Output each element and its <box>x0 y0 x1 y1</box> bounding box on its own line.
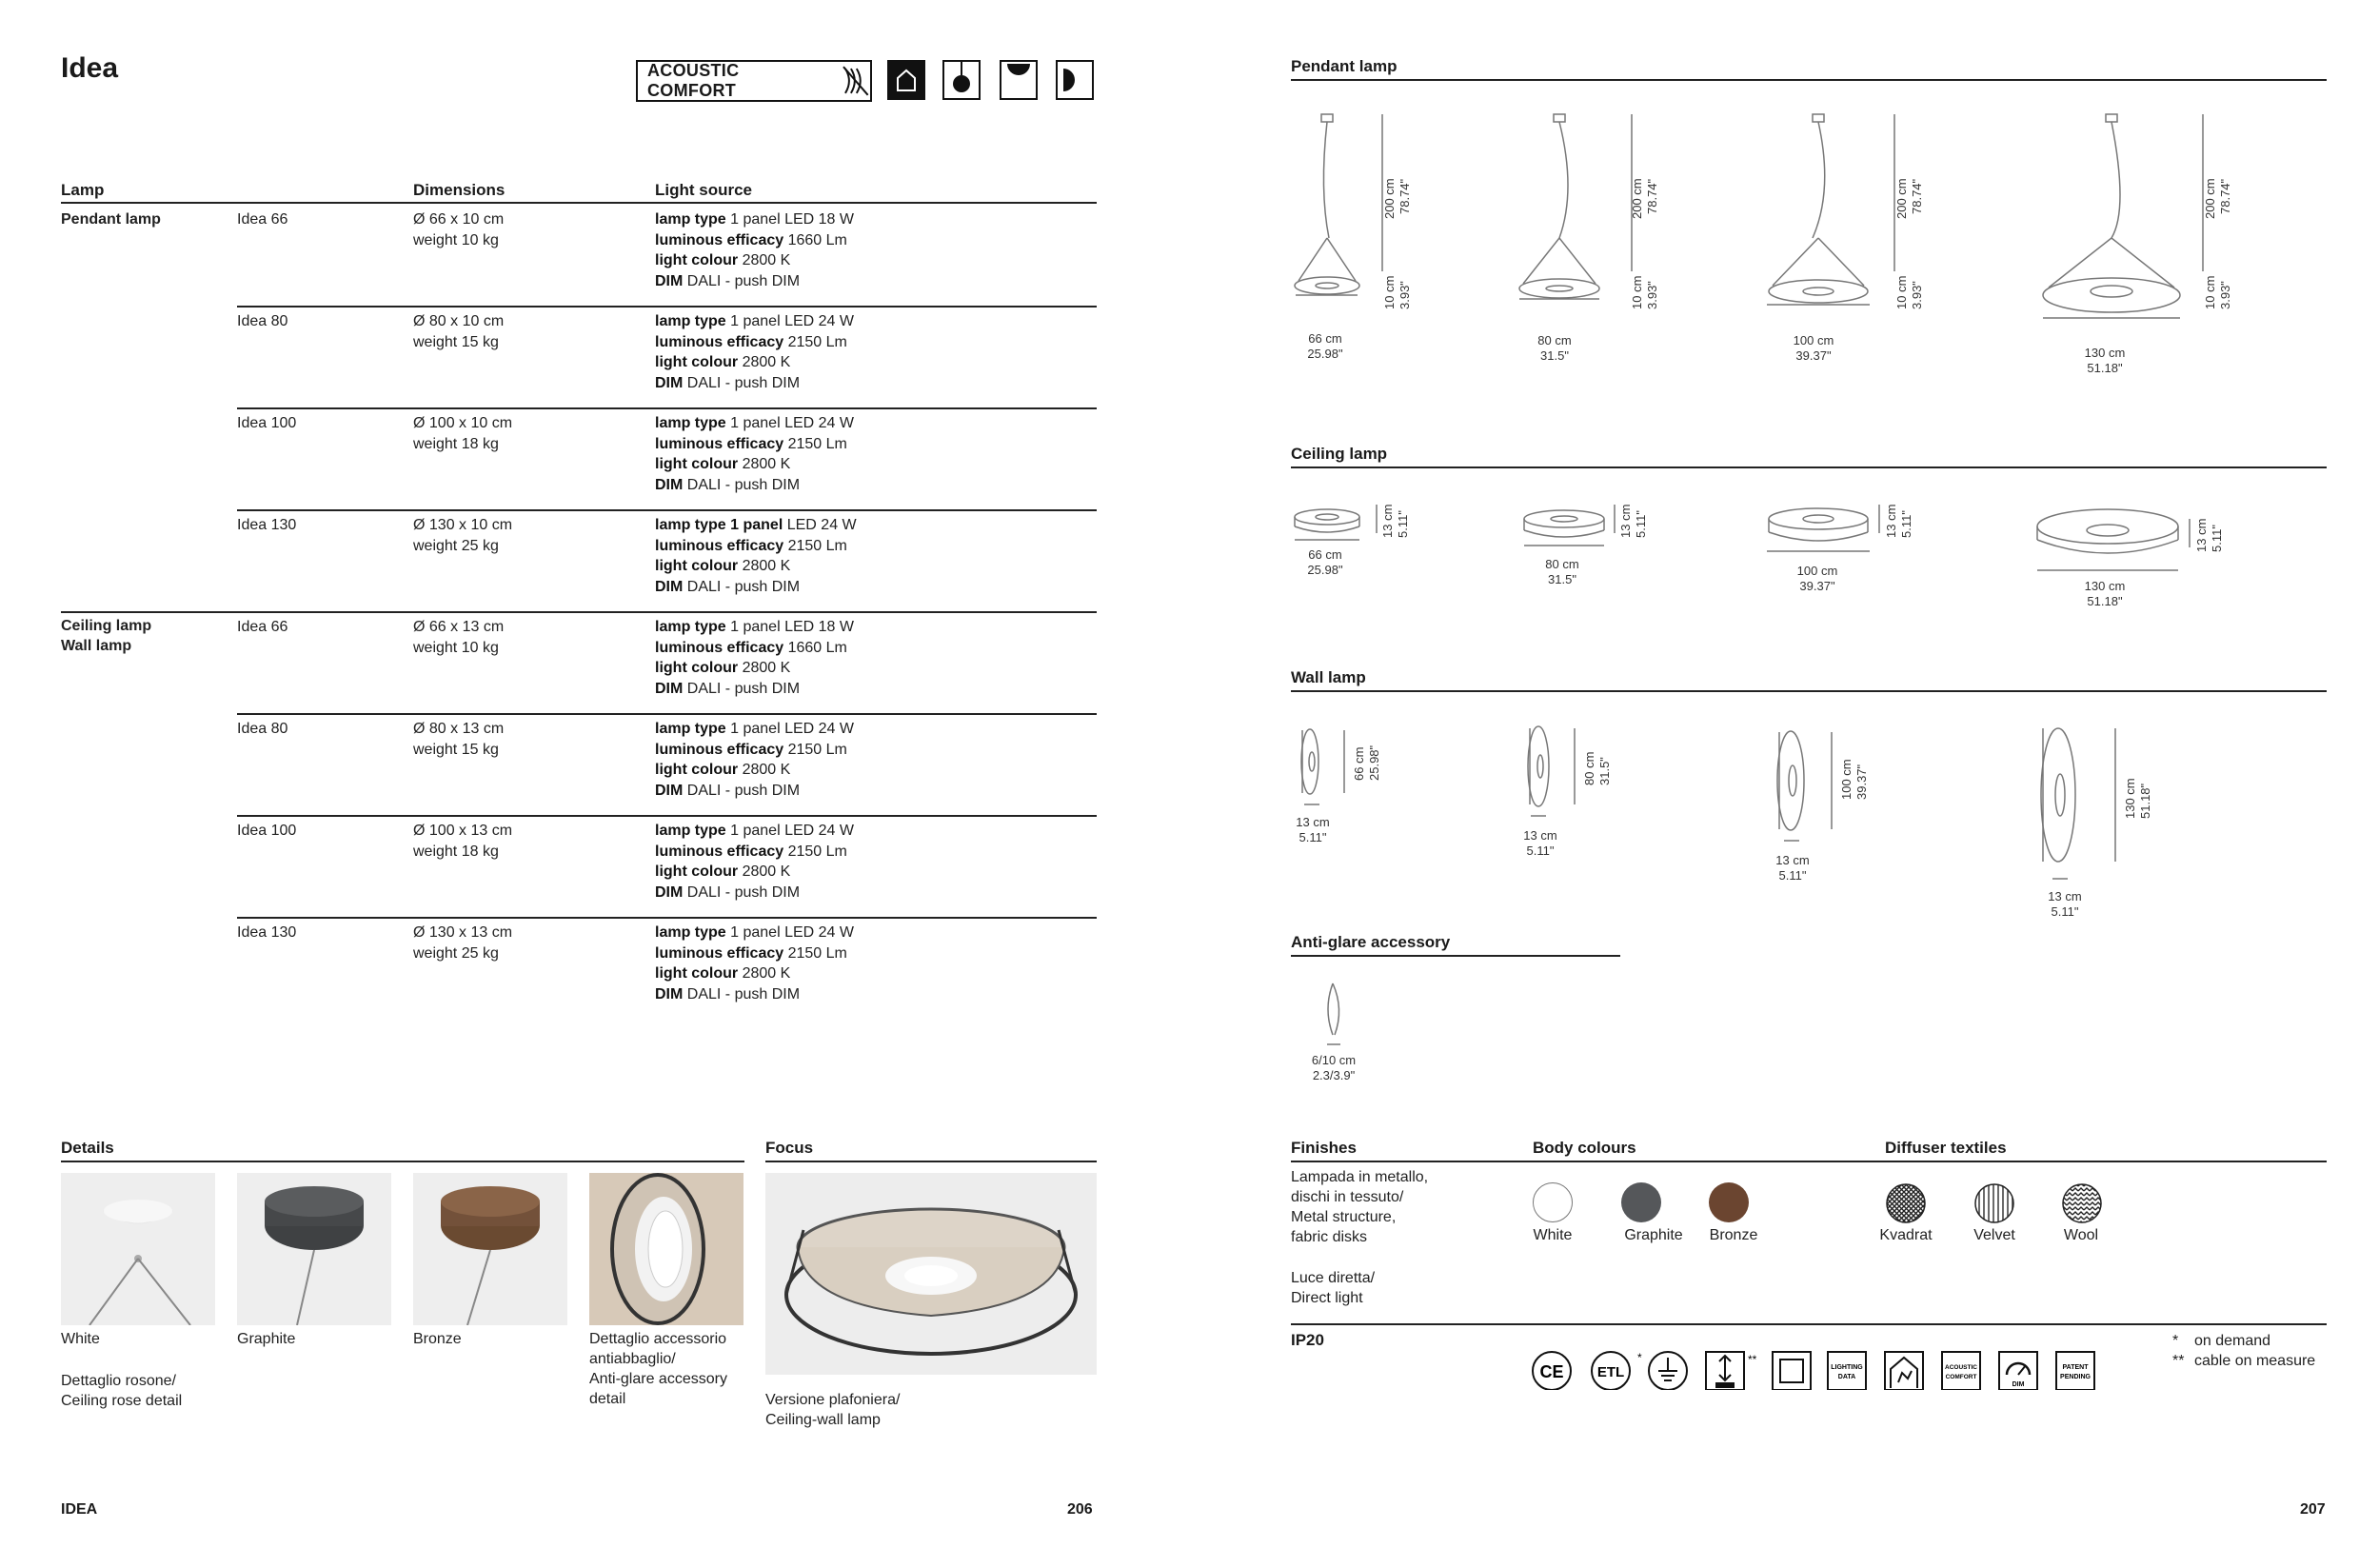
note1-mark: * <box>2172 1333 2179 1349</box>
ceiling-66-drawing <box>1295 509 1359 540</box>
wall-title: Wall lamp <box>1291 668 1366 686</box>
adjustable-cable-icon <box>1704 1350 1763 1390</box>
row-size: Ø 66 x 13 cm <box>413 619 505 635</box>
wall-depth-in: 5.11" <box>1778 868 1807 883</box>
row-weight: weight 18 kg <box>413 843 499 860</box>
row-dimensions <box>413 617 504 658</box>
row-size: Ø 130 x 10 cm <box>413 517 513 533</box>
note2-text: cable on measure <box>2194 1353 2316 1369</box>
wall-80-drawing <box>1528 726 1549 816</box>
row-light-source <box>655 923 854 1004</box>
finishes-line1: Lampada in metallo, <box>1291 1169 1429 1185</box>
row-model: Idea 80 <box>237 721 288 737</box>
ceiling-height-cm: 13 cm <box>1618 504 1633 538</box>
col-header-light-source: Light source <box>655 181 753 199</box>
dim-key: DIM <box>655 883 684 901</box>
acoustic-comfort-badge <box>636 60 872 102</box>
efficacy-key: luminous efficacy <box>655 435 784 452</box>
dim-key: DIM <box>655 680 684 697</box>
page-number-right: 207 <box>2300 1501 2326 1518</box>
antiglare-size-cm: 6/10 cm <box>1311 1053 1357 1067</box>
caption-graphite: Graphite <box>237 1331 296 1347</box>
ceiling-width-in: 39.37" <box>1799 579 1835 593</box>
details-title: Details <box>61 1139 114 1157</box>
lamp-type-value: 1 panel LED 18 W <box>730 619 854 635</box>
antiglare-size-in: 2.3/3.9" <box>1312 1068 1356 1082</box>
pendant-width-in: 51.18" <box>2087 361 2123 375</box>
wall-height-cm: 130 cm <box>2123 778 2137 819</box>
row-divider <box>237 407 1097 409</box>
pendant-100-drawing <box>1767 114 1870 305</box>
row-light-source <box>655 515 857 597</box>
pendant-thickness-in: 3.93" <box>1645 281 1659 309</box>
light-line1: Luce diretta/ <box>1291 1270 1376 1286</box>
bronze-ceiling-rose-photo <box>413 1173 567 1325</box>
row-size: Ø 130 x 13 cm <box>413 924 513 941</box>
ceiling-width-cm: 66 cm <box>1308 547 1342 562</box>
pendant-width-cm: 66 cm <box>1308 331 1342 346</box>
dim-value: DALI - push DIM <box>686 680 801 697</box>
row-size: Ø 80 x 13 cm <box>413 721 505 737</box>
svg-text:ACOUSTIC: ACOUSTIC <box>1945 1364 1977 1371</box>
antiglare-title: Anti-glare accessory <box>1291 933 1451 951</box>
pendant-thickness-in: 3.93" <box>1398 281 1412 309</box>
pendant-title: Pendant lamp <box>1291 57 1398 75</box>
body-colours-title: Body colours <box>1533 1139 1636 1157</box>
pendant-width-cm: 80 cm <box>1537 333 1572 347</box>
wall-66-drawing <box>1301 729 1319 804</box>
lamp-type-key: lamp type <box>655 924 726 941</box>
lighting-data-icon <box>1826 1350 1868 1390</box>
finishes-line4: fabric disks <box>1291 1229 1368 1245</box>
ceiling-rose-caption-line2: Ceiling rose detail <box>61 1393 183 1409</box>
pendant-rule <box>1291 79 2327 81</box>
colour-key: light colour <box>655 558 739 574</box>
svg-text:PENDING: PENDING <box>2060 1374 2091 1380</box>
efficacy-value: 1660 Lm <box>787 639 847 656</box>
finishes-rule <box>1291 1161 2327 1162</box>
row-dimensions <box>413 923 512 963</box>
wall-height-cm: 100 cm <box>1839 759 1854 800</box>
dim-value: DALI - push DIM <box>686 476 801 493</box>
group-label-pendant: Pendant lamp <box>61 211 161 228</box>
pendant-thickness-cm: 10 cm <box>1382 275 1397 309</box>
dim-key: DIM <box>655 782 684 799</box>
ceiling-width-cm: 80 cm <box>1545 557 1579 571</box>
row-light-source <box>655 311 854 393</box>
indoor-house-icon <box>887 60 925 100</box>
wall-depth-cm: 13 cm <box>1296 815 1330 829</box>
lamp-type-key: lamp type <box>655 619 726 635</box>
ip-rating: IP20 <box>1291 1331 1324 1349</box>
textile-label-kvadrat: Kvadrat <box>1879 1227 1933 1243</box>
dim-value: DALI - push DIM <box>686 272 801 289</box>
antiglare-caption-line4: detail <box>589 1391 626 1407</box>
table-header-rule <box>61 202 1097 204</box>
antiglare-caption-line2: antiabbaglio/ <box>589 1351 676 1367</box>
swatch-velvet[interactable] <box>1973 1182 2015 1224</box>
efficacy-key: luminous efficacy <box>655 639 784 656</box>
ceiling-width-cm: 130 cm <box>2084 579 2126 593</box>
colour-value: 2800 K <box>742 456 791 472</box>
colour-key: light colour <box>655 456 739 472</box>
svg-text:PATENT: PATENT <box>2062 1364 2089 1371</box>
pendant-80-drawing <box>1519 114 1599 299</box>
dim-value: DALI - push DIM <box>686 883 801 901</box>
ceiling-width-cm: 100 cm <box>1796 564 1838 578</box>
light-line2: Direct light <box>1291 1290 1363 1306</box>
lamp-type-value: 1 panel LED 24 W <box>730 313 854 329</box>
row-dimensions <box>413 821 512 862</box>
wall-height-in: 25.98" <box>1367 744 1381 781</box>
pendant-thickness-in: 3.93" <box>2218 281 2232 309</box>
row-dimensions <box>413 311 504 352</box>
footer-product-name: IDEA <box>61 1501 98 1518</box>
textile-label-wool: Wool <box>2063 1227 2099 1243</box>
pendant-height-cm: 200 cm <box>1894 178 1909 219</box>
row-weight: weight 25 kg <box>413 537 499 554</box>
lamp-type-key: lamp type <box>655 823 726 839</box>
ceiling-title: Ceiling lamp <box>1291 445 1388 463</box>
pendant-width-in: 25.98" <box>1307 347 1343 361</box>
pendant-130-drawing <box>2043 114 2180 318</box>
swatch-label-bronze: Bronze <box>1709 1227 1758 1243</box>
efficacy-value: 2150 Lm <box>787 741 847 758</box>
ceiling-rule <box>1291 466 2327 468</box>
lamp-type-key: lamp type <box>655 721 726 737</box>
lamp-type-value: LED 24 W <box>786 517 857 533</box>
wall-depth-cm: 13 cm <box>1523 828 1557 843</box>
svg-text:CE: CE <box>1539 1362 1564 1381</box>
wall-rule <box>1291 690 2327 692</box>
efficacy-key: luminous efficacy <box>655 944 784 962</box>
ceiling-130-drawing <box>2037 509 2178 570</box>
ceiling-height-cm: 13 cm <box>2194 518 2209 552</box>
row-model: Idea 100 <box>237 823 297 839</box>
focus-caption-line2: Ceiling-wall lamp <box>765 1412 881 1428</box>
swatch-kvadrat[interactable] <box>1885 1182 1927 1224</box>
class-ii-icon <box>1771 1350 1813 1390</box>
dim-icon <box>1997 1350 2039 1390</box>
colour-value: 2800 K <box>742 252 791 268</box>
pendant-thickness-cm: 10 cm <box>1894 275 1909 309</box>
focus-ceiling-lamp-photo <box>765 1173 1097 1375</box>
row-divider <box>237 713 1097 715</box>
wall-mount-icon <box>1056 60 1094 100</box>
lamp-type-key: lamp type <box>655 211 726 228</box>
indoor-use-icon <box>1883 1350 1925 1390</box>
swatch-graphite[interactable] <box>1621 1182 1661 1222</box>
col-header-dimensions: Dimensions <box>413 181 506 199</box>
row-divider <box>237 917 1097 919</box>
swatch-label-white: White <box>1533 1227 1573 1243</box>
group-label-ceiling: Ceiling lamp <box>61 618 152 634</box>
finishes-line3: Metal structure, <box>1291 1209 1397 1225</box>
lamp-type-value: 1 panel LED 24 W <box>730 415 854 431</box>
lamp-type-value: 1 panel LED 24 W <box>730 924 854 941</box>
row-weight: weight 25 kg <box>413 944 499 962</box>
wall-depth-in: 5.11" <box>1526 844 1555 858</box>
colour-value: 2800 K <box>742 354 791 370</box>
wall-depth-cm: 13 cm <box>2048 889 2082 903</box>
colour-key: light colour <box>655 660 739 676</box>
acoustic-comfort-icon <box>1940 1350 1982 1390</box>
pendant-height-in: 78.74" <box>1398 178 1412 214</box>
patent-pending-icon <box>2054 1350 2096 1390</box>
ceiling-height-in: 5.11" <box>2210 525 2224 552</box>
wall-height-in: 51.18" <box>2138 783 2152 819</box>
row-weight: weight 10 kg <box>413 639 499 656</box>
col-header-lamp: Lamp <box>61 181 105 199</box>
lamp-type-value: 1 panel LED 18 W <box>730 211 854 228</box>
row-divider <box>237 509 1097 511</box>
efficacy-key: luminous efficacy <box>655 537 784 554</box>
page-number-left: 206 <box>1067 1501 1093 1518</box>
svg-text:*: * <box>1637 1351 1642 1364</box>
wall-depth-in: 5.11" <box>1299 830 1327 844</box>
colour-key: light colour <box>655 965 739 982</box>
row-size: Ø 80 x 10 cm <box>413 313 505 329</box>
lamp-type-value: 1 panel LED 24 W <box>730 823 854 839</box>
row-divider <box>61 611 1097 613</box>
colour-key: light colour <box>655 863 739 880</box>
row-size: Ø 66 x 10 cm <box>413 211 505 228</box>
pendant-height-in: 78.74" <box>1910 178 1924 214</box>
colour-key: light colour <box>655 354 739 370</box>
row-dimensions <box>413 413 512 454</box>
ceiling-rose-caption-line1: Dettaglio rosone/ <box>61 1373 176 1389</box>
wall-height-cm: 80 cm <box>1582 751 1596 785</box>
pendant-thickness-cm: 10 cm <box>2203 275 2217 309</box>
row-light-source <box>655 821 854 903</box>
efficacy-value: 1660 Lm <box>787 231 847 248</box>
colour-value: 2800 K <box>742 558 791 574</box>
ceiling-mount-icon <box>1000 60 1038 100</box>
dim-value: DALI - push DIM <box>686 782 801 799</box>
row-model: Idea 100 <box>237 415 297 431</box>
ce-mark-icon <box>1531 1350 1573 1390</box>
colour-value: 2800 K <box>742 660 791 676</box>
row-divider <box>237 815 1097 817</box>
dim-key: DIM <box>655 272 684 289</box>
dim-key: DIM <box>655 374 684 391</box>
row-weight: weight 18 kg <box>413 435 499 452</box>
efficacy-key: luminous efficacy <box>655 741 784 758</box>
wall-height-in: 31.5" <box>1597 757 1612 785</box>
row-dimensions <box>413 515 512 556</box>
svg-text:COMFORT: COMFORT <box>1945 1374 1977 1380</box>
pendant-width-in: 39.37" <box>1795 348 1832 363</box>
wall-100-drawing <box>1777 731 1804 841</box>
ceiling-height-in: 5.11" <box>1899 510 1913 538</box>
swatch-wool[interactable] <box>2061 1182 2103 1224</box>
wall-depth-in: 5.11" <box>2051 904 2079 919</box>
pendant-thickness-in: 3.93" <box>1910 281 1924 309</box>
ceiling-height-cm: 13 cm <box>1380 504 1395 538</box>
row-light-source <box>655 413 854 495</box>
ip-rule <box>1291 1323 2327 1325</box>
pendant-width-cm: 100 cm <box>1793 333 1834 347</box>
efficacy-value: 2150 Lm <box>787 537 847 554</box>
pendant-mount-icon <box>942 60 981 100</box>
note2-mark: ** <box>2172 1353 2185 1369</box>
svg-text:**: ** <box>1748 1353 1757 1366</box>
row-model: Idea 66 <box>237 619 288 635</box>
row-light-source <box>655 617 854 699</box>
colour-key: light colour <box>655 252 739 268</box>
lamp-type-key: lamp type <box>655 313 726 329</box>
textile-label-velvet: Velvet <box>1973 1227 2015 1243</box>
pendant-height-in: 78.74" <box>2218 178 2232 214</box>
colour-value: 2800 K <box>742 965 791 982</box>
efficacy-key: luminous efficacy <box>655 843 784 860</box>
row-size: Ø 100 x 10 cm <box>413 415 513 431</box>
dim-value: DALI - push DIM <box>686 374 801 391</box>
ceiling-height-in: 5.11" <box>1396 510 1410 538</box>
efficacy-key: luminous efficacy <box>655 333 784 350</box>
etl-mark-icon <box>1590 1350 1643 1390</box>
acoustic-comfort-label: ACOUSTIC COMFORT <box>647 61 740 100</box>
pendant-height-cm: 200 cm <box>1382 178 1397 219</box>
row-dimensions <box>413 209 504 250</box>
row-light-source <box>655 719 854 801</box>
colour-value: 2800 K <box>742 762 791 778</box>
colour-value: 2800 K <box>742 863 791 880</box>
swatch-bronze[interactable] <box>1709 1182 1749 1222</box>
ceiling-width-in: 31.5" <box>1548 572 1576 586</box>
row-model: Idea 66 <box>237 211 288 228</box>
row-dimensions <box>413 719 504 760</box>
wall-height-in: 39.37" <box>1854 764 1869 800</box>
ceiling-height-in: 5.11" <box>1634 510 1648 538</box>
efficacy-value: 2150 Lm <box>787 843 847 860</box>
ceiling-100-drawing <box>1767 508 1870 551</box>
antiglare-caption-line3: Anti-glare accessory <box>589 1371 727 1387</box>
wall-depth-cm: 13 cm <box>1775 853 1810 867</box>
efficacy-value: 2150 Lm <box>787 944 847 962</box>
wall-height-cm: 66 cm <box>1352 746 1366 781</box>
svg-text:LIGHTING: LIGHTING <box>1831 1364 1863 1371</box>
pendant-width-cm: 130 cm <box>2084 346 2126 360</box>
svg-text:DIM: DIM <box>2012 1381 2025 1388</box>
swatch-label-graphite: Graphite <box>1624 1227 1683 1243</box>
efficacy-value: 2150 Lm <box>787 435 847 452</box>
finishes-title: Finishes <box>1291 1139 1357 1157</box>
pendant-thickness-cm: 10 cm <box>1630 275 1644 309</box>
note1-text: on demand <box>2194 1333 2271 1349</box>
row-model: Idea 130 <box>237 517 297 533</box>
row-weight: weight 15 kg <box>413 333 499 350</box>
row-weight: weight 10 kg <box>413 231 499 248</box>
sound-waves-icon <box>842 65 870 97</box>
svg-text:ETL: ETL <box>1596 1364 1625 1380</box>
dim-key: DIM <box>655 985 684 1002</box>
pendant-height-in: 78.74" <box>1645 178 1659 214</box>
antiglare-accessory-photo <box>589 1173 743 1325</box>
wall-130-drawing <box>2041 728 2075 879</box>
white-ceiling-rose-photo <box>61 1173 215 1325</box>
pendant-width-in: 31.5" <box>1540 348 1569 363</box>
dim-value: DALI - push DIM <box>686 985 801 1002</box>
page-title: Idea <box>61 52 119 84</box>
row-weight: weight 15 kg <box>413 741 499 758</box>
caption-bronze: Bronze <box>413 1331 462 1347</box>
ceiling-width-in: 51.18" <box>2087 594 2123 608</box>
dim-key: DIM <box>655 578 684 595</box>
graphite-ceiling-rose-photo <box>237 1173 391 1325</box>
row-size: Ø 100 x 13 cm <box>413 823 513 839</box>
caption-white: White <box>61 1331 100 1347</box>
lamp-type-value: 1 panel LED 24 W <box>730 721 854 737</box>
ceiling-80-drawing <box>1524 510 1604 546</box>
ceiling-width-in: 25.98" <box>1307 563 1343 577</box>
group-label-wall: Wall lamp <box>61 638 132 654</box>
focus-caption-line1: Versione plafoniera/ <box>765 1392 901 1408</box>
efficacy-value: 2150 Lm <box>787 333 847 350</box>
dim-key: DIM <box>655 476 684 493</box>
focus-rule <box>765 1161 1097 1162</box>
finishes-line2: dischi in tessuto/ <box>1291 1189 1404 1205</box>
pendant-height-cm: 200 cm <box>2203 178 2217 219</box>
details-rule <box>61 1161 744 1162</box>
diffuser-textiles-title: Diffuser textiles <box>1885 1139 2007 1157</box>
lamp-type-key: lamp type 1 panel <box>655 517 783 533</box>
earth-ground-icon <box>1647 1350 1689 1390</box>
efficacy-key: luminous efficacy <box>655 231 784 248</box>
colour-key: light colour <box>655 762 739 778</box>
antiglare-caption-line1: Dettaglio accessorio <box>589 1331 727 1347</box>
lamp-type-key: lamp type <box>655 415 726 431</box>
antiglare-rule <box>1291 955 1620 957</box>
swatch-white[interactable] <box>1533 1182 1573 1222</box>
antiglare-drawing <box>1314 976 1361 1052</box>
pendant-height-cm: 200 cm <box>1630 178 1644 219</box>
row-model: Idea 130 <box>237 924 297 941</box>
row-divider <box>237 306 1097 308</box>
dim-value: DALI - push DIM <box>686 578 801 595</box>
ceiling-height-cm: 13 cm <box>1884 504 1898 538</box>
row-light-source <box>655 209 854 291</box>
svg-text:DATA: DATA <box>1837 1374 1856 1380</box>
pendant-66-drawing <box>1295 114 1359 295</box>
focus-title: Focus <box>765 1139 814 1157</box>
row-model: Idea 80 <box>237 313 288 329</box>
